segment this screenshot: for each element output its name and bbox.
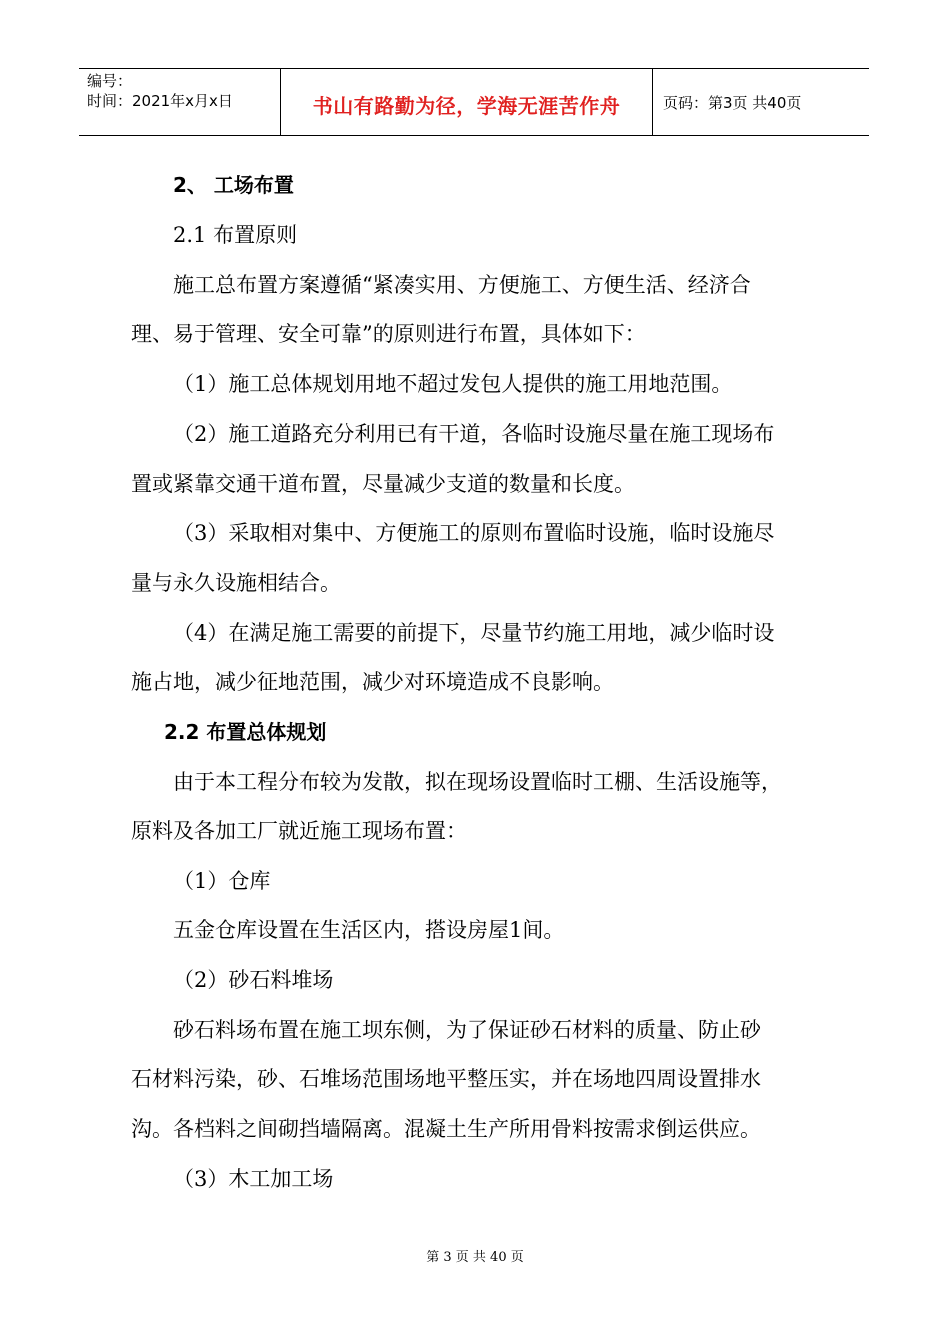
header-motto-cell [281, 69, 653, 135]
document-number-label: 编号： [87, 72, 133, 90]
paragraph-line: 施工总布置方案遵循“紧凑实用、方便施工、方便生活、经济合 [173, 273, 751, 297]
list-item-continuation: 置或紧靠交通干道布置，尽量减少支道的数量和长度。 [131, 472, 635, 496]
section-heading: 2、 工场布置 [173, 173, 294, 197]
page-footer: 第 3 页 共 40 页 [426, 1250, 524, 1265]
plan-item-text: 石材料污染，砂、石堆场范围场地平整压实，并在场地四周设置排水 [131, 1067, 761, 1091]
plan-item-text: 砂石料场布置在施工坝东侧，为了保证砂石材料的质量、防止砂 [173, 1018, 761, 1042]
plan-item-text: 五金仓库设置在生活区内，搭设房屋1间。 [173, 918, 565, 942]
list-item-continuation: 量与永久设施相结合。 [131, 571, 341, 595]
paragraph-line: 理、易于管理、安全可靠”的原则进行布置，具体如下： [131, 322, 646, 346]
plan-item-title: （2）砂石料堆场 [173, 968, 334, 992]
sub-heading-principles: 2.1 布置原则 [173, 223, 298, 247]
paragraph-line: 原料及各加工厂就近施工现场布置： [131, 819, 467, 843]
plan-item-text: 沟。各档料之间砌挡墙隔离。混凝土生产所用骨料按需求倒运供应。 [131, 1117, 761, 1141]
paragraph-line: 由于本工程分布较为发散，拟在现场设置临时工棚、生活设施等， [173, 770, 782, 794]
document-date: 时间：2021年x月x日 [87, 92, 233, 110]
sub-heading-overall-plan: 2.2 布置总体规划 [164, 720, 327, 744]
list-item: （1）施工总体规划用地不超过发包人提供的施工用地范围。 [173, 372, 733, 396]
header-motto: 书山有路勤为径，学海无涯苦作舟 [312, 93, 621, 118]
list-item: （4）在满足施工需要的前提下，尽量节约施工用地，减少临时设 [173, 621, 775, 645]
header-meta [79, 69, 281, 135]
list-item: （3）采取相对集中、方便施工的原则布置临时设施，临时设施尽 [173, 521, 775, 545]
list-item: （2）施工道路充分利用已有干道，各临时设施尽量在施工现场布 [173, 422, 775, 446]
document-header [79, 68, 869, 136]
plan-item-title: （1）仓库 [173, 869, 271, 893]
header-page-info: 页码：第3页 共40页 [663, 93, 802, 112]
plan-item-title: （3）木工加工场 [173, 1167, 334, 1191]
list-item-continuation: 施占地，减少征地范围，减少对环境造成不良影响。 [131, 670, 614, 694]
